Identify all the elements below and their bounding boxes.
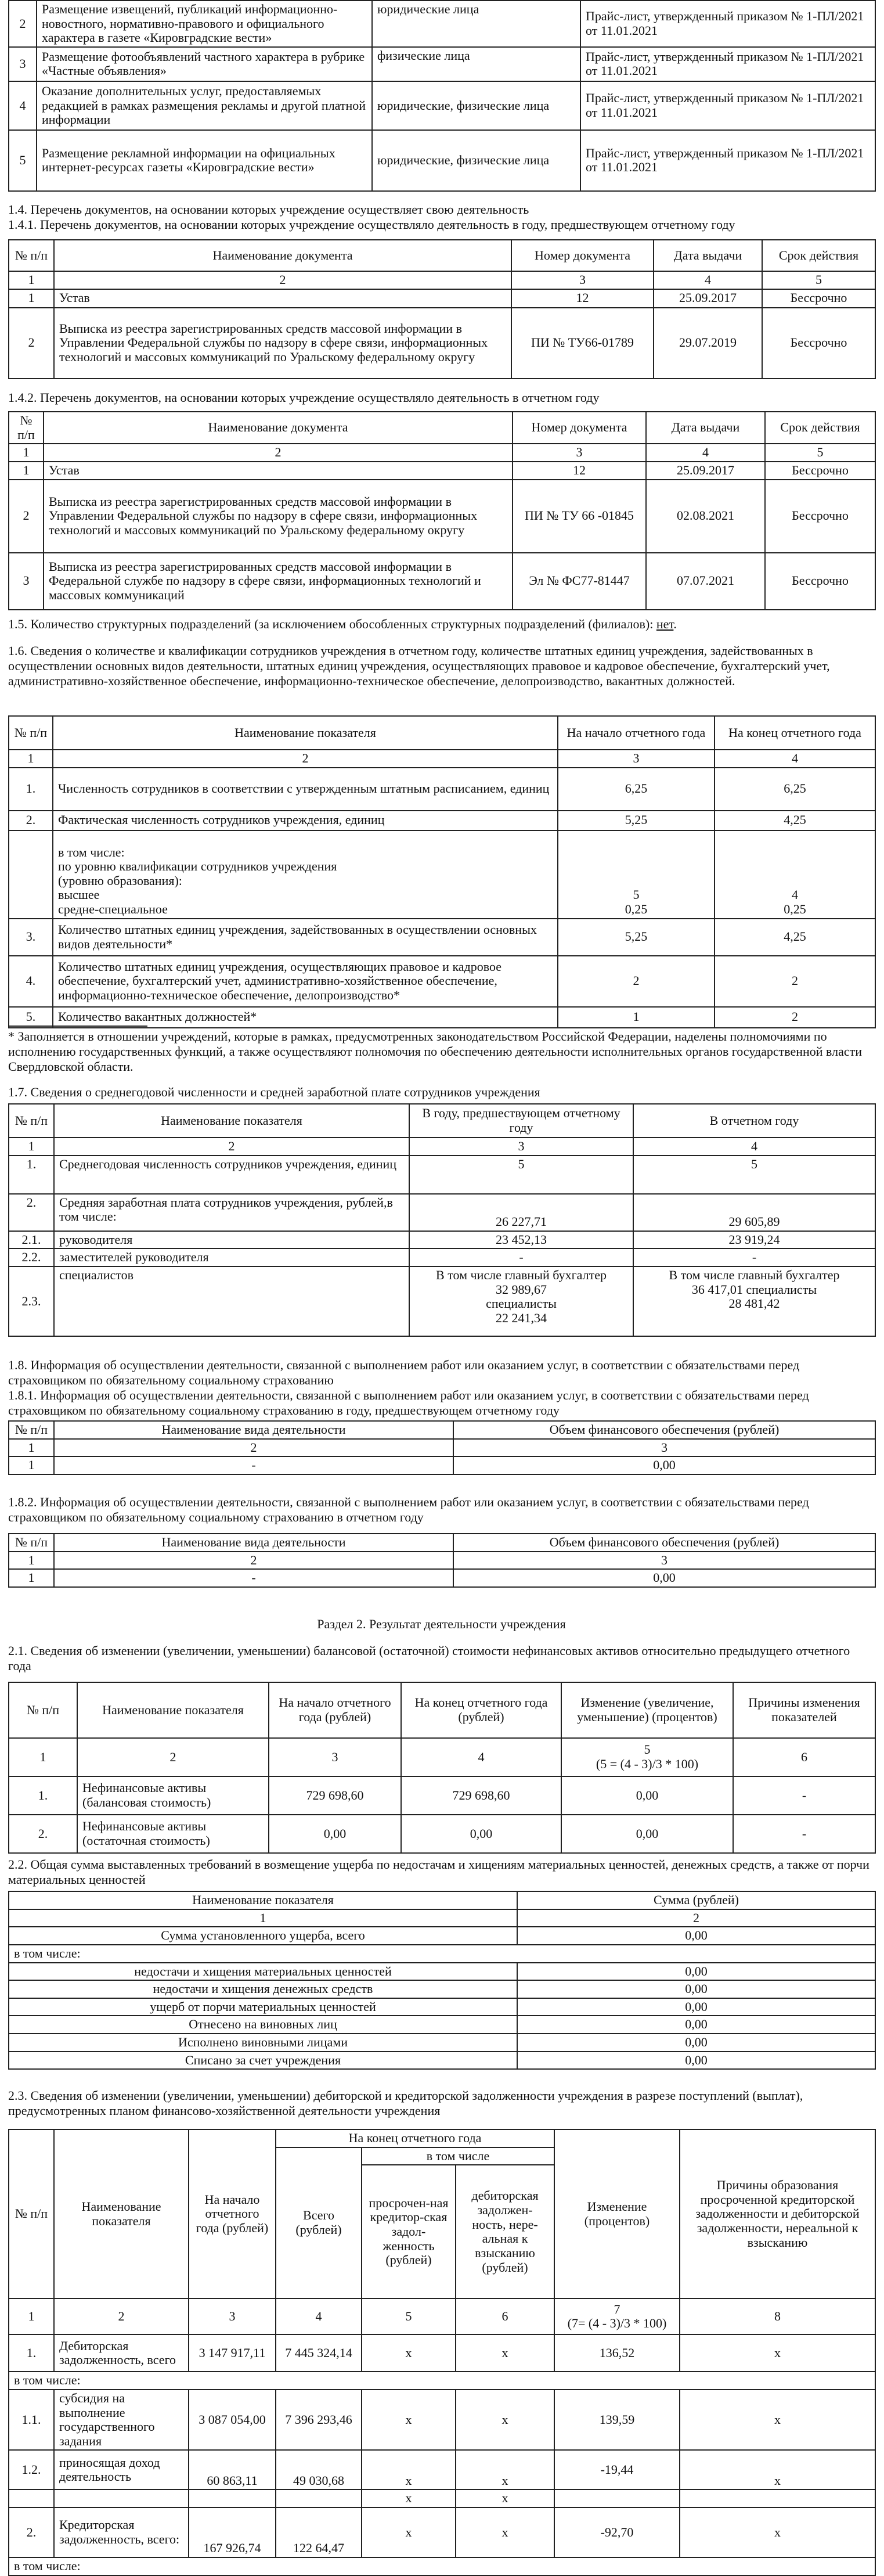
table-index-row: 1 2 3 bbox=[9, 1439, 875, 1457]
table-row: 2.2. заместителей руководителя - - bbox=[9, 1249, 875, 1267]
table-row: 4 Оказание дополнительных услуг, предоставляемых редакцией в рамках размещения рекламы и другой платной информации юридические, физические лица Прайс-лист, утвержденный приказом № 1-ПЛ/2021 от 11.01.2021 bbox=[9, 81, 875, 130]
table-row: в том числе: bbox=[9, 2557, 875, 2575]
docs-prev-year-table bbox=[8, 239, 876, 379]
table-row: 2. Средняя заработная плата сотрудников учреждения, рублей,в том числе: 26 227,71 29 605,89 bbox=[9, 1194, 875, 1231]
subdivisions-value: нет bbox=[656, 617, 674, 631]
table-row: Сумма установленного ущерба, всего 0,00 bbox=[9, 1927, 875, 1945]
table-row: Отнесено на виновных лиц 0,00 bbox=[9, 2016, 875, 2034]
table-index-row: 1 2 3 4 5 bbox=[9, 271, 875, 289]
table-header-row: № п/п Наименование показателя В году, предшествующем отчетному году В отчетном году bbox=[9, 1104, 875, 1138]
table-index-row: 1 2 bbox=[9, 1909, 875, 1927]
section-1-6-heading: 1.6. Сведения о количестве и квалификации сотрудников учреждения в отчетном году, количестве штатных единиц учреждения, задействованных в осуществлении основных видов деятельности, штатных единиц учреждения, осуществляющих правовое и кадровое обеспечение, бухгалтерский учет, административно-хозяйственное обеспечение, информационно-техническое обеспечение, делопроизводство, вакантных должностей. bbox=[8, 643, 830, 688]
table-row: 3 Размещение фотообъявлений частного характера в рубрике «Частные объявления» физические лица Прайс-лист, утвержденный приказом № 1-ПЛ/2021 от 11.01.2021 bbox=[9, 47, 875, 81]
staff-table-wrap bbox=[8, 715, 875, 1028]
section-1-4-2-heading: 1.4.2. Перечень документов, на основании которых учреждение осуществляло деятельность в отчетном году bbox=[8, 390, 600, 405]
docs-cur-year-table-wrap bbox=[8, 411, 875, 610]
debts-table-wrap bbox=[8, 2129, 875, 2576]
table-row: 5. Количество вакантных должностей* 1 2 bbox=[9, 1007, 875, 1028]
table-row: 2.3. специалистов В том числе главный бухгалтер 32 989,67 специалисты 22 241,34 В том числе главный бухгалтер 36 417,01 специалисты 28 481,42 bbox=[9, 1267, 875, 1336]
table-row: 1 - 0,00 bbox=[9, 1569, 875, 1587]
table-row: 4. Количество штатных единиц учреждения, осуществляющих правовое и кадровое обеспечение, бухгалтерский учет, административно-хозяйственное обеспечение, информационно-техническое обеспечение, делопроизводство* 2 2 bbox=[9, 956, 875, 1007]
table-index-row: 1 2 3 4 bbox=[9, 750, 875, 768]
services-table bbox=[8, 0, 876, 192]
table-header-row: № п/п Наименование документа Номер документа Дата выдачи Срок действия bbox=[9, 240, 875, 271]
staff-table bbox=[8, 715, 876, 1028]
table-header-row: просрочен-ная кредитор-ская задол-женность (рублей) дебиторская задолжен-ность, нере-альная к взысканию (рублей) bbox=[9, 2165, 875, 2298]
section-2-title: Раздел 2. Результат деятельности учреждения bbox=[317, 1617, 566, 1631]
table-row: 1. Дебиторская задолженность, всего 3 147 917,11 7 445 324,14 x x 136,52 x bbox=[9, 2334, 875, 2372]
table-row: в том числе: bbox=[9, 1945, 875, 1963]
table-row: 1.1. субсидия на выполнение государственного задания 3 087 054,00 7 396 293,46 x x 139,59 x bbox=[9, 2390, 875, 2451]
table-row: 2.1. руководителя 23 452,13 23 919,24 bbox=[9, 1231, 875, 1249]
table-index-row: 1 2 3 4 bbox=[9, 1138, 875, 1156]
table-row: 2. Нефинансовые активы (остаточная стоимость) 0,00 0,00 0,00 - bbox=[9, 1815, 875, 1853]
table-row: 1. Нефинансовые активы (балансовая стоимость) 729 698,60 729 698,60 0,00 - bbox=[9, 1776, 875, 1815]
damage-table bbox=[8, 1891, 876, 2070]
table-row: в том числе: по уровню квалификации сотрудников учреждения (уровню образования): высшее средне-специальное 5 0,25 4 0,25 bbox=[9, 830, 875, 919]
table-row: Списано за счет учреждения 0,00 bbox=[9, 2052, 875, 2070]
salary-table bbox=[8, 1103, 876, 1337]
table-header-row: № п/п Наименование показателя На начало отчетного года (рублей) На конец отчетного года Изменение (процентов) Причины образования просроченной кредиторской задолженности и дебиторской задолженности, нереальной к взысканию bbox=[9, 2129, 875, 2147]
table-header-row: Наименование показателя Сумма (рублей) bbox=[9, 1891, 875, 1909]
section-2-2-heading: 2.2. Общая сумма выставленных требований в возмещение ущерба по недостачам и хищениям материальных ценностей, денежных средств, а также от порчи материальных ценностей bbox=[8, 1857, 869, 1887]
table-header-row: № п/п Наименование показателя На начало отчетного года (рублей) На конец отчетного года (рублей) Изменение (увеличение, уменьшение) (процентов) Причины изменения показателей bbox=[9, 1682, 875, 1738]
table-row: 1. Численность сотрудников в соответствии с утвержденным штатным расписанием, единиц 6,25 6,25 bbox=[9, 768, 875, 811]
damage-table-wrap bbox=[8, 1891, 875, 2070]
table-row: ущерб от порчи материальных ценностей 0,00 bbox=[9, 1998, 875, 2016]
table-row: 3. Количество штатных единиц учреждения, задействованных в осуществлении основных видов деятельности* 5,25 4,25 bbox=[9, 919, 875, 956]
table-row: недостачи и хищения денежных средств 0,00 bbox=[9, 1980, 875, 1998]
table-index-row: 1 2 3 bbox=[9, 1552, 875, 1570]
table-index-row: 1 2 3 4 5 (5 = (4 - 3)/3 * 100) 6 bbox=[9, 1738, 875, 1776]
table-row: в том числе: bbox=[9, 2372, 875, 2390]
table-row: 2 Выписка из реестра зарегистрированных средств массовой информации в Управлении Федеральной службы по надзору в сфере связи, информационных технологий и массовых коммуникаций по Уральскому федеральному округу ПИ № ТУ66-01789 29.07.2019 Бессрочно bbox=[9, 308, 875, 379]
table-header-row: № п/п Наименование вида деятельности Объем финансового обеспечения (рублей) bbox=[9, 1534, 875, 1552]
assets-table-wrap bbox=[8, 1682, 875, 1854]
table-row: 5 Размещение рекламной информации на официальных интернет-ресурсах газеты «Кировградские вести» юридические, физические лица Прайс-лист, утвержденный приказом № 1-ПЛ/2021 от 11.01.2021 bbox=[9, 130, 875, 191]
salary-table-wrap bbox=[8, 1103, 875, 1337]
assets-table bbox=[8, 1682, 876, 1854]
table-row: 1. Среднегодовая численность сотрудников учреждения, единиц 5 5 bbox=[9, 1156, 875, 1194]
section-1-7-heading: 1.7. Сведения о среднегодовой численности и средней заработной плате сотрудников учреждения bbox=[8, 1085, 540, 1099]
table-row: 1 - 0,00 bbox=[9, 1456, 875, 1474]
table-row: 2. Кредиторская задолженность, всего: 167 926,74 122 64,47 x x -92,70 x bbox=[9, 2507, 875, 2557]
table-header-row: № п/п Наименование показателя На начало отчетного года На конец отчетного года bbox=[9, 716, 875, 750]
docs-prev-year-table-wrap bbox=[8, 239, 875, 379]
table-row: 2 Выписка из реестра зарегистрированных средств массовой информации в Управлении Федеральной службы по надзору в сфере связи, информационных технологий и массовых коммуникаций по Уральскому федеральному округу ПИ № ТУ 66 -01845 02.08.2021 Бессрочно bbox=[9, 480, 875, 553]
table-row: 1.2. приносящая доход деятельность 60 863,11 49 030,68 x x -19,44 x bbox=[9, 2450, 875, 2489]
social-ins-cur-table-wrap bbox=[8, 1533, 875, 1588]
section-1-5: 1.5. Количество структурных подразделений (за исключением обособленных структурных подразделений (филиалов): нет. bbox=[8, 617, 677, 631]
section-1-8-heading: 1.8. Информация об осуществлении деятельности, связанной с выполнением работ или оказанием услуг, в соответствии с обязательствами перед страховщиком по обязательному социальному страхованию 1.8.1. Информация об осуществлении деятельности, связанной с выполнением работ или оказанием услуг, в соответствии с обязательствами перед страховщиком по обязательному социальному страхованию в году, предшествующем отчетному году bbox=[8, 1358, 809, 1417]
table-row: 2 Размещение извещений, публикаций информационно-новостного, нормативно-правового и официального характера в газете «Кировградские вести» юридические лица Прайс-лист, утвержденный приказом № 1-ПЛ/2021 от 11.01.2021 bbox=[9, 1, 875, 47]
table-row: 1 Устав 12 25.09.2017 Бессрочно bbox=[9, 289, 875, 308]
social-ins-cur-table bbox=[8, 1533, 876, 1588]
docs-cur-year-table bbox=[8, 411, 876, 610]
footnote-divider bbox=[8, 1026, 147, 1027]
section-2-1-heading: 2.1. Сведения об изменении (увеличении, уменьшении) балансовой (остаточной) стоимости нефинансовых активов относительно предыдущего отчетного года bbox=[8, 1643, 850, 1673]
social-ins-prev-table bbox=[8, 1420, 876, 1475]
staff-table-footnote: * Заполняется в отношении учреждений, которые в рамках, предусмотренных законодательством Российской Федерации, наделены полномочиями по исполнению государственных функций, а также осуществляют полномочия по обеспечению деятельности исполнительных органов государственной власти Свердловской области. bbox=[8, 1026, 875, 1074]
table-row: Исполнено виновными лицами 0,00 bbox=[9, 2034, 875, 2052]
table-row: x x bbox=[9, 2489, 875, 2507]
table-header-row: № п/п Наименование документа Номер документа Дата выдачи Срок действия bbox=[9, 412, 875, 444]
table-row: 2. Фактическая численность сотрудников учреждения, единиц 5,25 4,25 bbox=[9, 811, 875, 830]
social-ins-prev-table-wrap bbox=[8, 1420, 875, 1475]
debts-table bbox=[8, 2129, 876, 2576]
services-table-wrap bbox=[8, 0, 875, 192]
table-row: недостачи и хищения материальных ценностей 0,00 bbox=[9, 1963, 875, 1981]
section-2-3-heading: 2.3. Сведения об изменении (увеличении, уменьшении) дебиторской и кредиторской задолженности учреждения в разрезе поступлений (выплат), предусмотренных планом финансово-хозяйственной деятельности учреждения bbox=[8, 2088, 803, 2118]
table-header-row: Всего (рублей) в том числе bbox=[9, 2147, 875, 2165]
table-index-row: 1 2 3 4 5 6 7 (7= (4 - 3)/3 * 100) 8 bbox=[9, 2298, 875, 2334]
table-row: 1 Устав 12 25.09.2017 Бессрочно bbox=[9, 462, 875, 480]
table-row: 3 Выписка из реестра зарегистрированных средств массовой информации в Федеральной службе по надзору в сфере связи, информационных технологий и массовых коммуникаций Эл № ФС77-81447 07.07.2021 Бессрочно bbox=[9, 553, 875, 610]
section-1-4-heading: 1.4. Перечень документов, на основании которых учреждение осуществляет свою деятельность 1.4.1. Перечень документов, на основании которых учреждение осуществляло деятельность в году, предшествующем отчетному году bbox=[8, 202, 735, 232]
table-index-row: 1 2 3 4 5 bbox=[9, 444, 875, 462]
section-1-8-2-heading: 1.8.2. Информация об осуществлении деятельности, связанной с выполнением работ или оказанием услуг, в соответствии с обязательствами перед страховщиком по обязательному социальному страхованию в отчетном году bbox=[8, 1495, 809, 1524]
table-header-row: № п/п Наименование вида деятельности Объем финансового обеспечения (рублей) bbox=[9, 1421, 875, 1439]
